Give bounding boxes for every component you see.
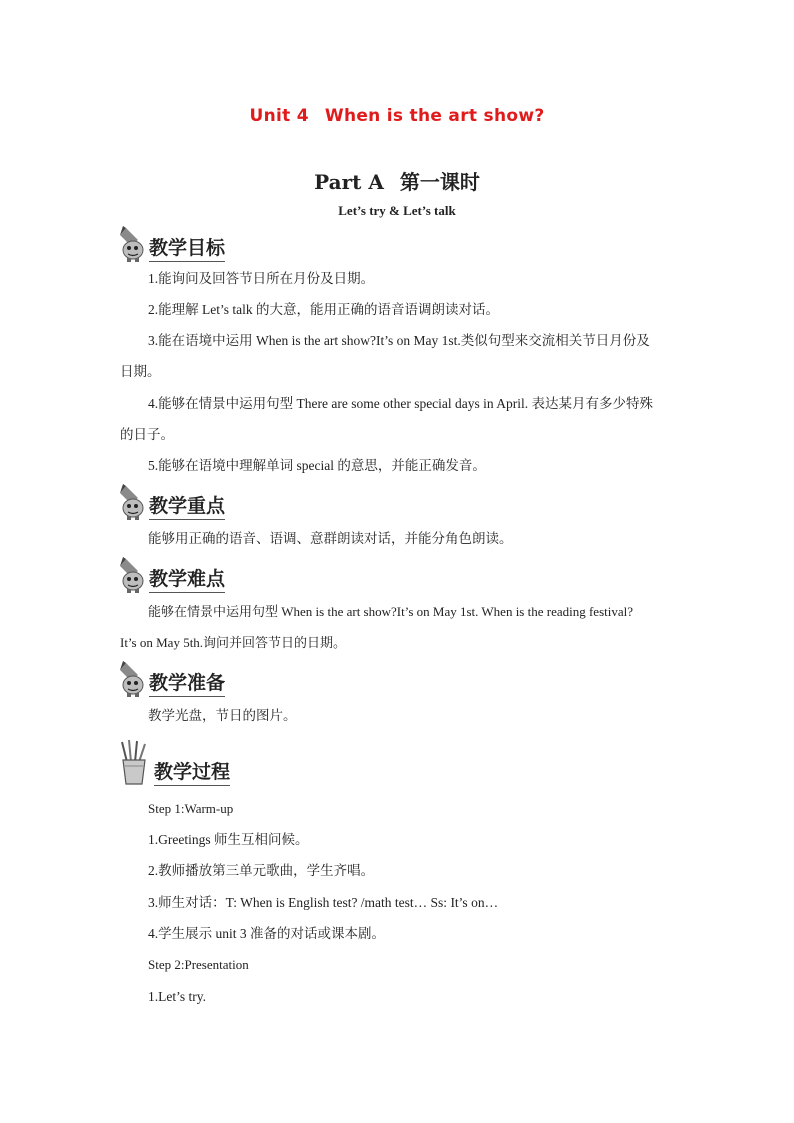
section-heading-preparation [118,661,225,697]
objective-3: 3.能在语境中运用 When is the art show?It’s on May 1st.类似句型来交流相关节日月份及 [148,333,650,348]
process-item-5: 1.Let’s try. [148,989,206,1004]
unit-label: Unit 4 [249,106,309,126]
process-title: 教学过程 [154,760,230,786]
lesson-label: 第一课时 [399,170,480,194]
preparation-text: 教学光盘，节日的图片。 [148,708,297,723]
objective-2: 2.能理解 Let’s talk 的大意，能用正确的语音语调朗读对话。 [148,302,499,317]
objective-1: 1.能询问及回答节日所在月份及日期。 [148,271,375,286]
section-heading-objectives [118,226,225,262]
objective-4: 4.能够在情景中运用句型 There are some other special days in April. 表达某月有多少特殊 [148,396,654,411]
pencil-character-icon [118,484,148,520]
pencil-cup-icon [118,740,150,786]
process-item-2: 2.教师播放第三单元歌曲，学生齐唱。 [148,863,375,878]
preparation-title: 教学准备 [149,671,225,697]
pencil-character-icon [118,557,148,593]
pencil-character-icon [118,226,148,262]
section-heading-difficulties [118,557,225,593]
key-points-title: 教学重点 [149,494,225,520]
process-step-2: Step 2:Presentation [148,957,249,972]
pencil-character-icon [118,661,148,697]
process-step-1: Step 1:Warm-up [148,801,234,816]
objective-5: 5.能够在语境中理解单词 special 的意思，并能正确发音。 [148,458,486,473]
part-title [0,166,794,195]
subtitle: Let’s try & Let’s talk [338,203,456,218]
unit-title [0,106,794,126]
part-label: Part A [314,170,384,194]
section-heading-process [118,740,230,786]
difficulties-line-1: 能够在情景中运用句型 When is the art show?It’s on May 1st. When is the reading festival? [148,604,634,619]
unit-question: When is the art show? [324,106,545,126]
objectives-title: 教学目标 [149,236,225,262]
difficulties-line-2: It’s on May 5th.询问并回答节日的日期。 [120,635,347,650]
objective-4-cont: 的日子。 [120,427,174,442]
process-item-3: 3.师生对话：T: When is English test? /math test… Ss: It’s on… [148,895,499,910]
process-item-4: 4.学生展示 unit 3 准备的对话或课本剧。 [148,926,386,941]
process-item-1: 1.Greetings 师生互相问候。 [148,832,309,847]
key-points-text: 能够用正确的语音、语调、意群朗读对话，并能分角色朗读。 [148,531,513,546]
objective-3-cont: 日期。 [120,364,161,379]
difficulties-title: 教学难点 [149,567,225,593]
section-heading-key-points [118,484,225,520]
